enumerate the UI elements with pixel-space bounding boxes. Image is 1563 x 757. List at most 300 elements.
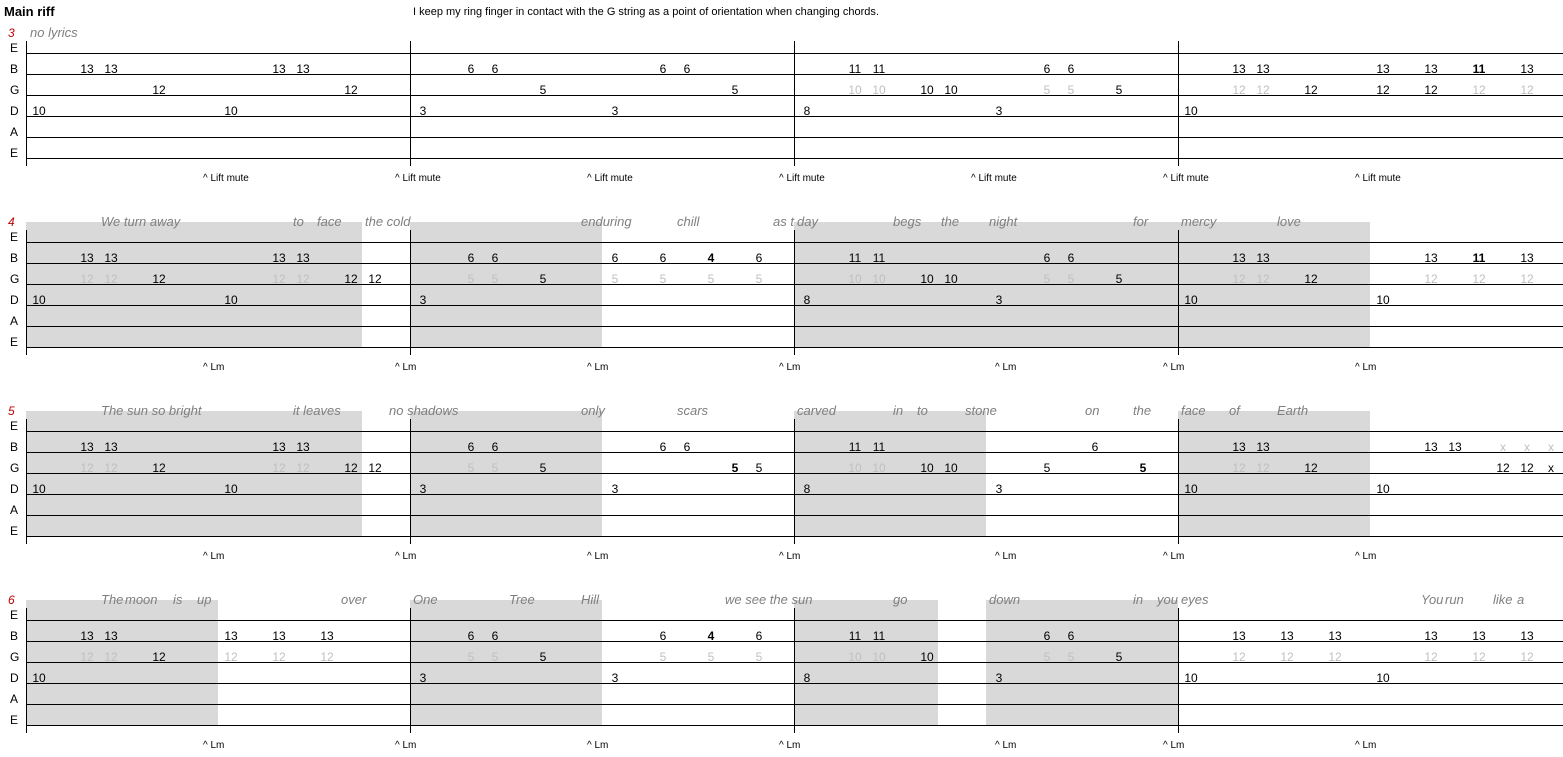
fret-number: 5 xyxy=(1115,650,1123,664)
fret-number: 12 xyxy=(1520,650,1534,664)
fret-number: 12 xyxy=(344,83,358,97)
fret-number: 13 xyxy=(1424,251,1438,265)
lyric-text: eyes xyxy=(1181,592,1209,607)
fret-number: 12 xyxy=(224,650,238,664)
fret-number: 10 xyxy=(920,83,934,97)
fret-number: 5 xyxy=(731,83,739,97)
fret-number: 12 xyxy=(1256,272,1270,286)
bar-line xyxy=(794,230,795,355)
lift-mute-label: ^ Lift mute xyxy=(971,173,1017,184)
fret-number: 13 xyxy=(1472,629,1486,643)
fret-number: 11 xyxy=(1472,62,1486,76)
bar-line xyxy=(794,41,795,166)
fret-number: 13 xyxy=(1448,440,1462,454)
lyric-text: the cold xyxy=(365,214,411,229)
string-label: B xyxy=(10,62,19,76)
fret-number: 12 xyxy=(1304,461,1318,475)
bar-line xyxy=(1178,419,1179,544)
fret-number: 10 xyxy=(944,83,958,97)
fret-number: 12 xyxy=(272,272,286,286)
fret-number: 8 xyxy=(803,482,811,496)
fret-number: 3 xyxy=(419,104,427,118)
fret-number: 12 xyxy=(344,461,358,475)
lyric-text: no lyrics xyxy=(30,25,78,40)
fret-number: 13 xyxy=(272,251,286,265)
fret-number: 13 xyxy=(1256,440,1270,454)
fret-number: 6 xyxy=(611,251,619,265)
fret-number: 5 xyxy=(755,650,763,664)
bar-line xyxy=(26,419,27,544)
fret-number: 11 xyxy=(1472,251,1486,265)
fret-number: 6 xyxy=(491,440,499,454)
fret-number: 10 xyxy=(848,461,862,475)
fret-number: 12 xyxy=(1232,461,1246,475)
lift-mute-label: ^ Lift mute xyxy=(779,173,825,184)
fret-number: 12 xyxy=(152,272,166,286)
lyric-text: We turn away xyxy=(101,214,181,229)
fret-number: 12 xyxy=(1520,461,1534,475)
lyric-text: stone xyxy=(965,403,997,418)
lift-mute-label: ^ Lm xyxy=(1355,551,1377,562)
fret-number: 13 xyxy=(1328,629,1342,643)
fret-number: 6 xyxy=(1067,62,1075,76)
fret-number: 5 xyxy=(755,461,763,475)
string-label: A xyxy=(10,125,19,139)
fret-number: 10 xyxy=(944,272,958,286)
fret-number: 5 xyxy=(491,461,499,475)
measure-shade xyxy=(1178,222,1370,348)
lyric-text: begs xyxy=(893,214,922,229)
lyric-text: face xyxy=(1181,403,1206,418)
fret-number: 10 xyxy=(224,293,238,307)
fret-number: 5 xyxy=(1043,272,1051,286)
lyric-text: down xyxy=(989,592,1021,607)
lift-mute-label: ^ Lm xyxy=(995,551,1017,562)
fret-number: 13 xyxy=(104,440,118,454)
fret-number: 5 xyxy=(467,272,475,286)
fret-number: 12 xyxy=(152,461,166,475)
fret-number: 3 xyxy=(419,293,427,307)
fret-number: 12 xyxy=(1472,83,1486,97)
fret-number: 10 xyxy=(920,650,934,664)
measure-shade xyxy=(1178,411,1370,537)
fret-number: 13 xyxy=(1256,251,1270,265)
fret-number: 5 xyxy=(659,650,667,664)
bar-line xyxy=(1178,41,1179,166)
fret-number: 5 xyxy=(611,272,619,286)
fret-number: 12 xyxy=(296,461,310,475)
fret-number: 10 xyxy=(32,671,46,685)
fret-number: 13 xyxy=(1256,62,1270,76)
fret-number: 5 xyxy=(755,272,763,286)
fret-number: 12 xyxy=(344,272,358,286)
fret-number: 5 xyxy=(707,272,715,286)
fret-number: 10 xyxy=(944,461,958,475)
lyric-text: over xyxy=(341,592,367,607)
fret-number: 13 xyxy=(1232,251,1246,265)
lyric-text: in xyxy=(1133,592,1144,607)
fret-number: 6 xyxy=(1067,629,1075,643)
fret-number: 6 xyxy=(683,440,691,454)
lyric-text: a xyxy=(1517,592,1525,607)
fret-number: 10 xyxy=(872,83,886,97)
lift-mute-label: ^ Lm xyxy=(995,362,1017,373)
fret-number: 5 xyxy=(1067,650,1075,664)
lyric-text: carved xyxy=(797,403,837,418)
fret-number: 12 xyxy=(1256,461,1270,475)
lyric-text: go xyxy=(893,592,908,607)
measure-shade xyxy=(26,600,218,726)
fret-number: 12 xyxy=(152,650,166,664)
bar-line xyxy=(26,41,27,166)
fret-number: 10 xyxy=(1184,104,1198,118)
bar-line xyxy=(410,230,411,355)
fret-number: 5 xyxy=(731,461,739,475)
fret-number: 13 xyxy=(1280,629,1294,643)
fret-number: 6 xyxy=(659,440,667,454)
fret-number: 12 xyxy=(1256,83,1270,97)
fret-number: x xyxy=(1548,461,1554,475)
lyric-text: it leaves xyxy=(293,403,341,418)
fret-number: 8 xyxy=(803,104,811,118)
fret-number: 10 xyxy=(872,272,886,286)
fret-number: 5 xyxy=(1067,83,1075,97)
string-label: G xyxy=(10,650,20,664)
string-label: D xyxy=(10,482,19,496)
fret-number: 5 xyxy=(659,272,667,286)
bar-line xyxy=(794,608,795,733)
fret-number: 13 xyxy=(1520,251,1534,265)
fret-number: 13 xyxy=(1232,440,1246,454)
lift-mute-label: ^ Lm xyxy=(779,362,801,373)
fret-number: 3 xyxy=(611,482,619,496)
fret-number: 13 xyxy=(104,629,118,643)
fret-number: 13 xyxy=(1376,62,1390,76)
lyric-text: only xyxy=(581,403,605,418)
fret-number: 5 xyxy=(539,83,547,97)
fret-number: 3 xyxy=(419,482,427,496)
fret-number: 10 xyxy=(848,83,862,97)
string-label: G xyxy=(10,272,20,286)
lyric-text: night xyxy=(989,214,1018,229)
fret-number: 12 xyxy=(296,272,310,286)
fret-number: 12 xyxy=(104,650,118,664)
fret-number: 11 xyxy=(872,629,886,643)
lyric-text: in xyxy=(893,403,904,418)
fret-number: 12 xyxy=(1232,650,1246,664)
fret-number: 4 xyxy=(707,629,715,643)
lyric-text: as t xyxy=(773,214,794,229)
lyric-text: Earth xyxy=(1277,403,1309,418)
fret-number: 12 xyxy=(272,650,286,664)
fret-number: 6 xyxy=(1091,440,1099,454)
lyric-text: the xyxy=(941,214,960,229)
fret-number: 10 xyxy=(1184,671,1198,685)
fret-number: 13 xyxy=(224,629,238,643)
lift-mute-label: ^ Lift mute xyxy=(587,173,633,184)
fret-number: 13 xyxy=(296,440,310,454)
bar-line xyxy=(794,419,795,544)
string-label: D xyxy=(10,104,19,118)
fret-number: 12 xyxy=(1520,83,1534,97)
fret-number: 13 xyxy=(80,440,94,454)
fret-number: 10 xyxy=(224,104,238,118)
fret-number: 13 xyxy=(1424,440,1438,454)
lift-mute-label: ^ Lm xyxy=(395,740,417,751)
lift-mute-label: ^ Lift mute xyxy=(1355,173,1401,184)
fret-number: 10 xyxy=(920,461,934,475)
fret-number: 13 xyxy=(80,251,94,265)
fret-number: x xyxy=(1500,440,1506,454)
lyric-text: run xyxy=(1445,592,1464,607)
fret-number: 6 xyxy=(1043,251,1051,265)
fret-number: 13 xyxy=(104,62,118,76)
fret-number: 3 xyxy=(611,104,619,118)
fret-number: 12 xyxy=(1496,461,1510,475)
fret-number: 12 xyxy=(104,272,118,286)
fret-number: 10 xyxy=(872,650,886,664)
fret-number: 11 xyxy=(872,440,886,454)
measure-shade xyxy=(986,600,1178,726)
fret-number: 12 xyxy=(80,650,94,664)
lift-mute-label: ^ Lm xyxy=(395,362,417,373)
fret-number: 12 xyxy=(104,461,118,475)
fret-number: 5 xyxy=(1067,272,1075,286)
string-label: G xyxy=(10,83,20,97)
lift-mute-label: ^ Lm xyxy=(203,551,225,562)
fret-number: 3 xyxy=(995,104,1003,118)
fret-number: 10 xyxy=(920,272,934,286)
bar-line xyxy=(26,230,27,355)
fret-number: 10 xyxy=(1376,293,1390,307)
bar-line xyxy=(410,419,411,544)
section-number: 3 xyxy=(8,26,15,40)
fret-number: 12 xyxy=(1232,272,1246,286)
fret-number: 13 xyxy=(1232,62,1246,76)
sheet-title: Main riff xyxy=(4,4,55,19)
bar-line xyxy=(410,608,411,733)
lift-mute-label: ^ Lm xyxy=(1163,740,1185,751)
fret-number: 12 xyxy=(1280,650,1294,664)
fret-number: 12 xyxy=(1520,272,1534,286)
fret-number: 5 xyxy=(1115,83,1123,97)
lyric-text: up xyxy=(197,592,212,607)
section-number: 4 xyxy=(8,215,15,229)
lyric-text: of xyxy=(1229,403,1240,418)
fret-number: 6 xyxy=(755,251,763,265)
fret-number: 5 xyxy=(1043,83,1051,97)
fret-number: 6 xyxy=(659,62,667,76)
string-label: B xyxy=(10,440,19,454)
lyric-text: to xyxy=(293,214,304,229)
bar-line xyxy=(26,608,27,733)
lyric-text: no shadows xyxy=(389,403,459,418)
fret-number: 4 xyxy=(707,251,715,265)
string-label: E xyxy=(10,335,19,349)
lyric-text: Tree xyxy=(509,592,535,607)
lift-mute-label: ^ Lm xyxy=(779,551,801,562)
fret-number: 3 xyxy=(995,293,1003,307)
lift-mute-label: ^ Lift mute xyxy=(395,173,441,184)
fret-number: 13 xyxy=(272,629,286,643)
lyric-text: you xyxy=(1157,592,1178,607)
fret-number: 12 xyxy=(1472,272,1486,286)
fret-number: 6 xyxy=(659,251,667,265)
fret-number: 6 xyxy=(755,629,763,643)
lyric-text: mercy xyxy=(1181,214,1217,229)
fret-number: 13 xyxy=(104,251,118,265)
string-label: D xyxy=(10,671,19,685)
lyric-text: enduring xyxy=(581,214,632,229)
lyric-text: The xyxy=(101,592,124,607)
lyric-text: chill xyxy=(677,214,700,229)
lift-mute-label: ^ Lm xyxy=(1163,551,1185,562)
lyric-text: we see the sun xyxy=(725,592,813,607)
fret-number: 13 xyxy=(1424,62,1438,76)
fret-number: 13 xyxy=(1424,629,1438,643)
fret-number: 10 xyxy=(872,461,886,475)
fret-number: 12 xyxy=(1304,83,1318,97)
fret-number: 6 xyxy=(1043,629,1051,643)
section-number: 5 xyxy=(8,404,15,418)
fret-number: 5 xyxy=(1043,461,1051,475)
lyric-text: love xyxy=(1277,214,1301,229)
fret-number: 12 xyxy=(1232,83,1246,97)
fret-number: 13 xyxy=(1232,629,1246,643)
lift-mute-label: ^ Lm xyxy=(587,551,609,562)
fret-number: x xyxy=(1548,440,1554,454)
lyric-text: You xyxy=(1421,592,1444,607)
fret-number: 13 xyxy=(80,62,94,76)
fret-number: 6 xyxy=(467,440,475,454)
lift-mute-label: ^ Lm xyxy=(203,740,225,751)
string-label: A xyxy=(10,503,19,517)
lyric-text: is xyxy=(173,592,183,607)
fret-number: 5 xyxy=(491,272,499,286)
string-label: D xyxy=(10,293,19,307)
lift-mute-label: ^ Lm xyxy=(587,362,609,373)
string-label: E xyxy=(10,146,19,160)
bar-line xyxy=(410,41,411,166)
section-number: 6 xyxy=(8,593,15,607)
fret-number: 6 xyxy=(467,251,475,265)
fret-number: 13 xyxy=(272,62,286,76)
fret-number: 5 xyxy=(539,272,547,286)
lift-mute-label: ^ Lift mute xyxy=(1163,173,1209,184)
fret-number: 5 xyxy=(467,650,475,664)
fret-number: 8 xyxy=(803,293,811,307)
fret-number: 10 xyxy=(848,272,862,286)
fret-number: 11 xyxy=(872,251,886,265)
fret-number: 11 xyxy=(872,62,886,76)
lyric-text: Hill xyxy=(581,592,600,607)
fret-number: 5 xyxy=(1139,461,1147,475)
lyric-text: the xyxy=(1133,403,1152,418)
string-label: E xyxy=(10,419,19,433)
fret-number: 3 xyxy=(995,671,1003,685)
fret-number: 6 xyxy=(491,251,499,265)
string-label: B xyxy=(10,629,19,643)
measure-shade xyxy=(410,411,602,537)
fret-number: 5 xyxy=(491,650,499,664)
fret-number: 5 xyxy=(1115,272,1123,286)
fret-number: 13 xyxy=(296,251,310,265)
lift-mute-label: ^ Lm xyxy=(1163,362,1185,373)
fret-number: 10 xyxy=(1376,671,1390,685)
string-label: E xyxy=(10,41,19,55)
lift-mute-label: ^ Lm xyxy=(1355,362,1377,373)
measure-shade xyxy=(410,222,602,348)
string-label: E xyxy=(10,713,19,727)
fret-number: 13 xyxy=(272,440,286,454)
lift-mute-label: ^ Lm xyxy=(779,740,801,751)
fret-number: 8 xyxy=(803,671,811,685)
fret-number: x xyxy=(1524,440,1530,454)
sheet-note: I keep my ring finger in contact with the G string as a point of orientation when changing chords. xyxy=(413,6,879,18)
fret-number: 11 xyxy=(848,629,862,643)
fret-number: 12 xyxy=(368,461,382,475)
fret-number: 10 xyxy=(1184,293,1198,307)
fret-number: 10 xyxy=(848,650,862,664)
bar-line xyxy=(1178,608,1179,733)
lift-mute-label: ^ Lm xyxy=(995,740,1017,751)
fret-number: 12 xyxy=(1424,650,1438,664)
string-label: E xyxy=(10,608,19,622)
lyric-text: on xyxy=(1085,403,1100,418)
string-label: A xyxy=(10,692,19,706)
lift-mute-label: ^ Lift mute xyxy=(203,173,249,184)
fret-number: 6 xyxy=(1067,251,1075,265)
lyric-text: for xyxy=(1133,214,1149,229)
fret-number: 5 xyxy=(467,461,475,475)
lyric-text: face xyxy=(317,214,342,229)
fret-number: 11 xyxy=(848,440,862,454)
fret-number: 6 xyxy=(659,629,667,643)
fret-number: 12 xyxy=(1328,650,1342,664)
fret-number: 5 xyxy=(1043,650,1051,664)
lift-mute-label: ^ Lm xyxy=(1355,740,1377,751)
string-label: B xyxy=(10,251,19,265)
fret-number: 13 xyxy=(320,629,334,643)
fret-number: 3 xyxy=(611,671,619,685)
fret-number: 6 xyxy=(491,629,499,643)
lyric-text: day xyxy=(797,214,818,229)
fret-number: 10 xyxy=(1184,482,1198,496)
fret-number: 13 xyxy=(1520,629,1534,643)
fret-number: 12 xyxy=(272,461,286,475)
fret-number: 5 xyxy=(539,461,547,475)
fret-number: 12 xyxy=(368,272,382,286)
string-label: A xyxy=(10,314,19,328)
fret-number: 5 xyxy=(707,650,715,664)
fret-number: 6 xyxy=(683,62,691,76)
fret-number: 13 xyxy=(296,62,310,76)
fret-number: 12 xyxy=(80,272,94,286)
lift-mute-label: ^ Lm xyxy=(587,740,609,751)
fret-number: 12 xyxy=(320,650,334,664)
lyric-text: to xyxy=(917,403,928,418)
fret-number: 12 xyxy=(1424,83,1438,97)
lyric-text: One xyxy=(413,592,438,607)
fret-number: 11 xyxy=(848,62,862,76)
fret-number: 12 xyxy=(80,461,94,475)
fret-number: 10 xyxy=(32,104,46,118)
lyric-text: scars xyxy=(677,403,709,418)
fret-number: 6 xyxy=(467,62,475,76)
fret-number: 12 xyxy=(152,83,166,97)
fret-number: 12 xyxy=(1424,272,1438,286)
fret-number: 12 xyxy=(1472,650,1486,664)
